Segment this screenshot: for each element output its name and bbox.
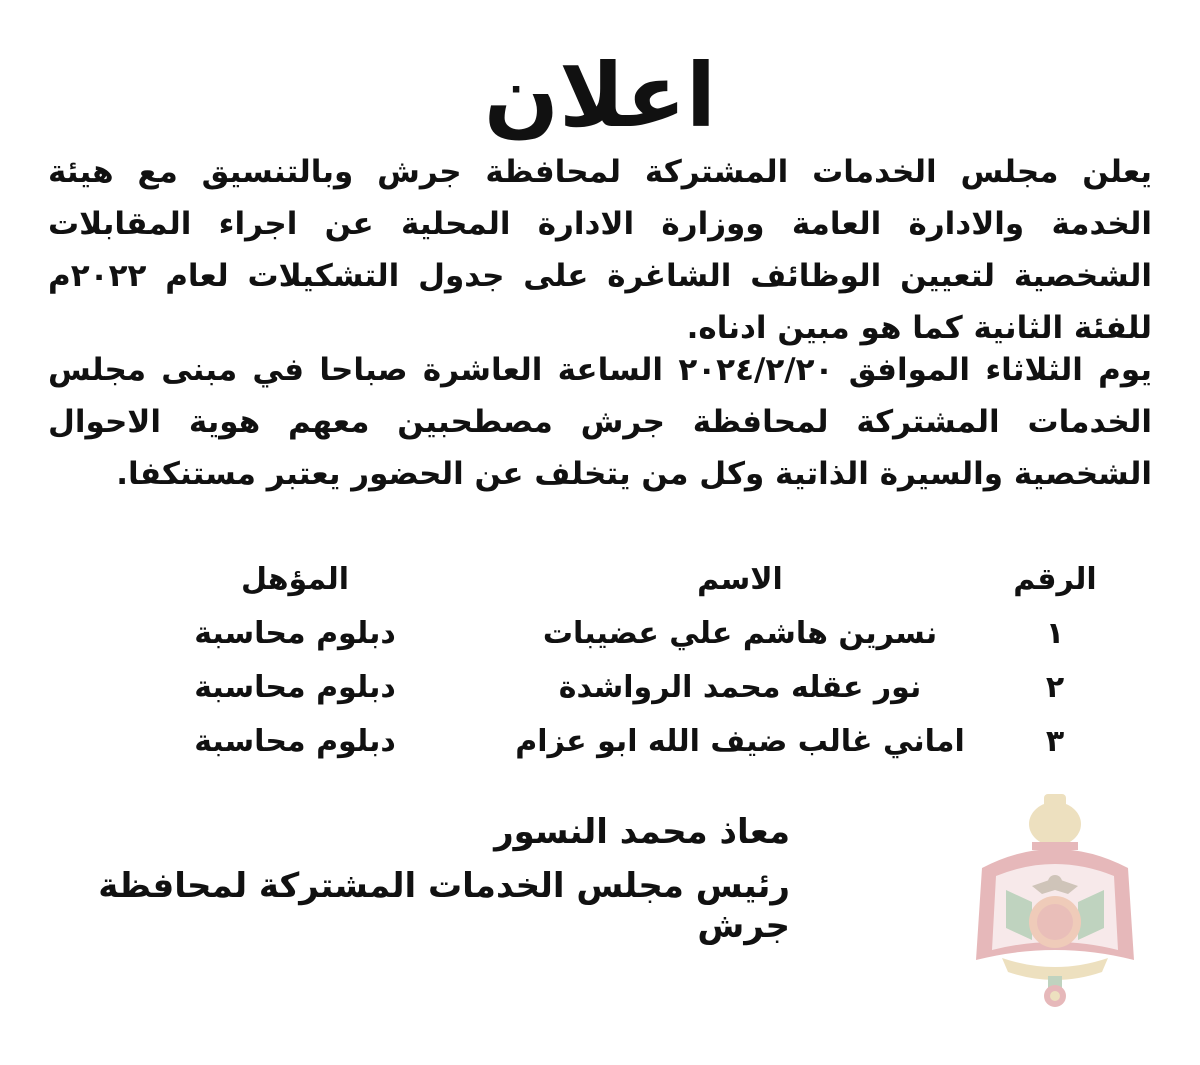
- signatory-name: معاذ محمد النسور: [494, 812, 790, 852]
- header-number: الرقم: [1013, 561, 1097, 597]
- announcement-paragraph-1: يعلن مجلس الخدمات المشتركة لمحافظة جرش وبالتنسيق مع هيئة الخدمة والادارة العامة ووزارة الادارة المحلية عن اجراء المقابلات الشخصية لتعيين الوظائف الشاغرة على جدول التشكيلات لعام ٢٠٢٢م للفئة الثانية كما هو مبين ادناه.: [48, 154, 1152, 346]
- row-qualification: دبلوم محاسبة: [194, 669, 396, 705]
- header-name: الاسم: [697, 561, 783, 597]
- announcement-title: اعلان: [483, 44, 717, 147]
- table-row: [110, 606, 1110, 660]
- candidates-table: [110, 552, 1110, 768]
- row-name: نسرين هاشم علي عضيبات: [542, 615, 938, 651]
- medal-icon: [1044, 976, 1066, 1007]
- header-qualification: المؤهل: [240, 561, 350, 597]
- row-qualification: دبلوم محاسبة: [194, 723, 396, 759]
- crown-icon: [1029, 794, 1081, 850]
- table-row: [110, 714, 1110, 768]
- jordan-coat-of-arms-icon: [962, 790, 1148, 1014]
- signatory-position: رئيس مجلس الخدمات المشتركة لمحافظة جرش: [98, 866, 790, 946]
- table-row: [110, 660, 1110, 714]
- row-number: ٣: [1045, 723, 1065, 759]
- row-name: اماني غالب ضيف الله ابو عزام: [515, 723, 965, 759]
- row-qualification: دبلوم محاسبة: [194, 615, 396, 651]
- row-number: ١: [1045, 615, 1065, 651]
- announcement-paragraph-2: يوم الثلاثاء الموافق ٢٠٢٤/٢/٢٠ الساعة العاشرة صباحا في مبنى مجلس الخدمات المشتركة لمحافظة جرش مصطحبين معهم هوية الاحوال الشخصية والسيرة الذاتية وكل من يتخلف عن الحضور يعتبر مستنكفا.: [48, 352, 1152, 492]
- row-number: ٢: [1045, 669, 1065, 705]
- table-header-row: [110, 552, 1110, 606]
- row-name: نور عقله محمد الرواشدة: [558, 669, 922, 705]
